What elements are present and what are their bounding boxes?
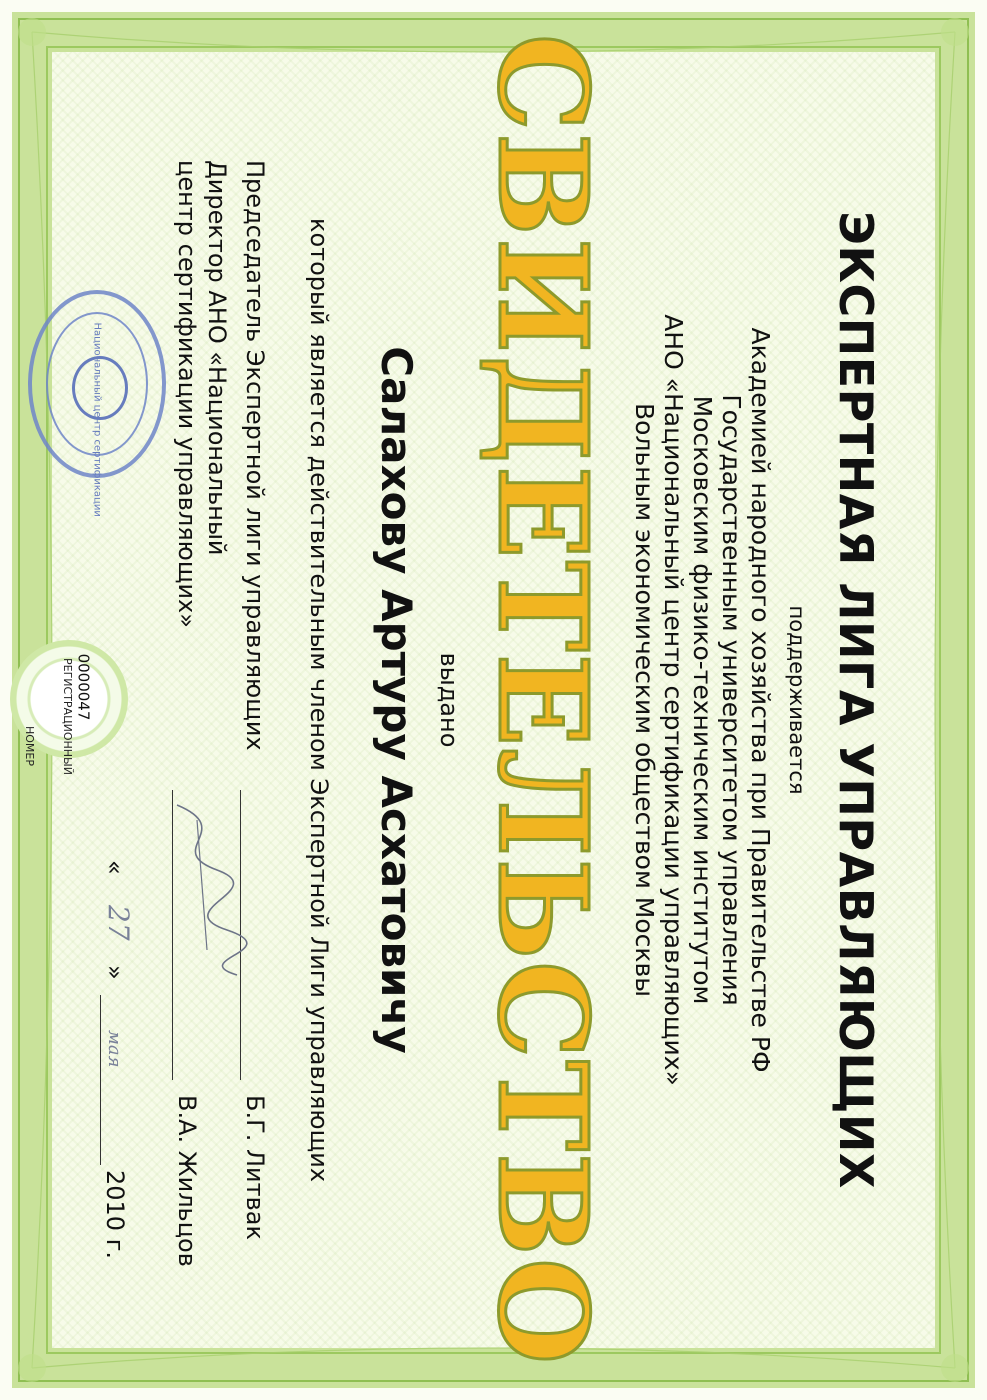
organization-1: Академией народного хозяйства при Правительстве РФ xyxy=(746,327,775,1073)
date-day: 27 xyxy=(102,905,135,941)
organization-4: АНО «Национальный центр сертификации управляющих» xyxy=(659,314,688,1086)
director-role-line2: центр сертификации управляющих» xyxy=(173,160,201,628)
director-role-line1: Директор АНО «Национальный xyxy=(203,160,231,556)
supported-by-label: поддерживается xyxy=(785,605,809,795)
date-month: мая xyxy=(104,1030,125,1068)
chairman-role: Председатель Экспертной лиги управляющих xyxy=(241,160,269,751)
handwritten-signature xyxy=(147,800,257,980)
stamp-label-top: РЕГИСТРАЦИОННЫЙ xyxy=(61,658,74,775)
chairman-name: Б.Г. Литвак xyxy=(241,1095,269,1240)
seal-text: Национальный центр сертификации xyxy=(91,322,103,517)
date-close-quote: » xyxy=(101,965,129,980)
date-month-line xyxy=(100,995,101,1165)
certificate-heading: СВИДЕТЕЛЬСТВО xyxy=(471,33,615,1367)
issued-label: выдано xyxy=(435,652,463,748)
registration-number: 0000047 xyxy=(74,653,93,721)
recipient-name: Салахову Артуру Асхатовичу xyxy=(372,346,421,1054)
date-year: 2010 г. xyxy=(101,1170,129,1259)
date-open-quote: « xyxy=(101,860,129,875)
membership-statement: который является действительным членом Экспертной Лиги управляющих xyxy=(305,217,333,1183)
stamp-label-bottom: НОМЕР xyxy=(23,726,36,767)
organization-5: Вольным экономическим обществом Москвы xyxy=(630,403,659,997)
document-title: ЭКСПЕРТНАЯ ЛИГА УПРАВЛЯЮЩИХ xyxy=(829,211,883,1189)
organization-3: Московским физико-техническим институтом xyxy=(688,395,717,1005)
director-name: В.А. Жильцов xyxy=(173,1095,201,1267)
organization-2: Государственным университетом управления xyxy=(717,394,746,1006)
